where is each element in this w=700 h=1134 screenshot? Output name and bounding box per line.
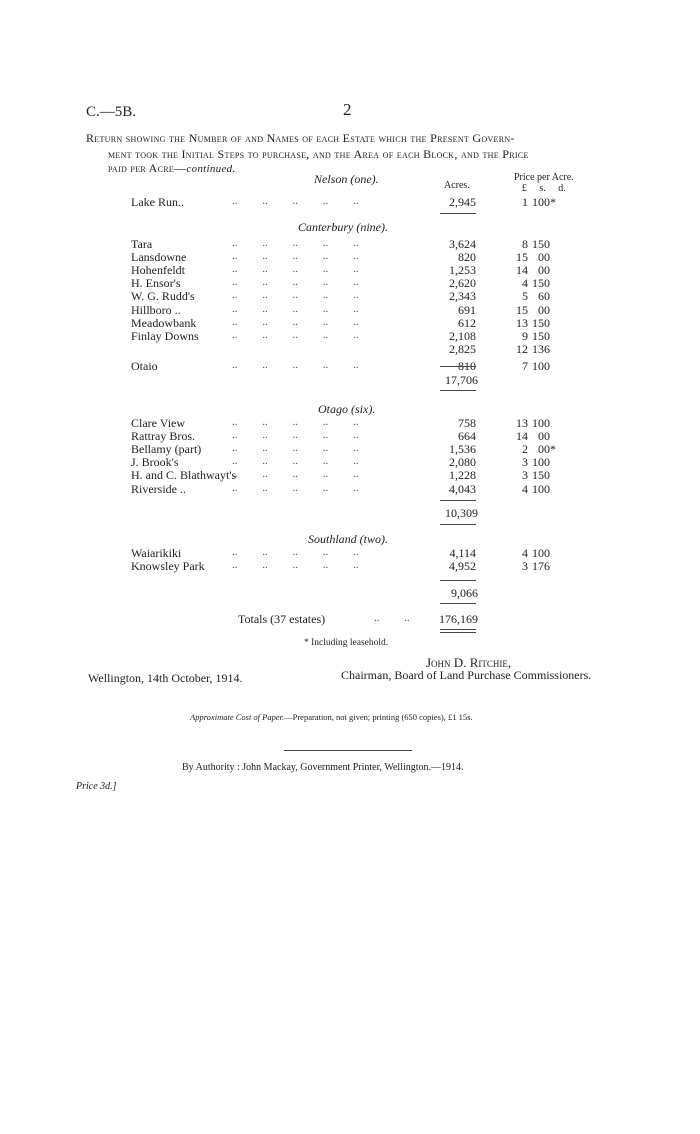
estate-acres: 691 [458,302,476,317]
subtotal-southland: 9,066 [451,586,478,600]
leader-dots: .. .. .. .. .. [232,442,359,455]
rule [440,629,476,630]
caption-line-3-prefix: paid per Acre— [108,161,187,175]
estate-price [512,195,560,210]
rule [440,580,476,581]
section-title-southland: Southland (two). [308,532,388,546]
price-pence: 0 [544,546,550,560]
price-pence: 0 [544,263,550,278]
estate-name: Bellamy (part) [131,442,202,457]
price-shillings: 17 [532,559,544,574]
price-pounds: 3 [522,468,528,483]
section-title-canterbury: Canterbury (nine). [298,220,388,234]
leader-dots: .. .. .. .. .. [232,263,359,276]
estate-acres: 4,952 [449,559,476,574]
rule [440,390,476,391]
estate-price [512,482,560,497]
price-pence: 0 [544,289,550,304]
price-pounds: 13 [516,416,528,430]
price-shillings: 15 [532,276,544,291]
price-column-header [514,172,574,194]
leader-dots: .. .. .. .. .. [232,546,359,558]
leader-dots: .. .. .. .. .. [232,429,359,442]
estate-acres: 2,343 [449,289,476,304]
estate-name: W. G. Rudd's [131,289,195,304]
leader-dots: .. .. .. .. .. [232,416,359,428]
estate-acres: 2,825 [449,341,476,356]
table-caption [86,131,626,177]
price-shillings: 10 [532,416,544,430]
estate-name: H. and C. Blathwayt's [131,468,237,483]
document-id: C.—5B. [86,104,137,120]
totals-value: 176,169 [439,612,478,626]
estate-acres: 758 [458,416,476,430]
printer-authority: By Authority : John Mackay, Government Printer, Wellington.—1914. [182,762,464,773]
price-pence: 0 [544,358,550,373]
estate-name: Hillboro .. [131,302,181,317]
price-pence: 0 [544,468,550,483]
totals-label: Totals (37 estates) [238,612,326,626]
estate-acres: 4,043 [449,481,476,496]
price-pounds: 1 [522,195,528,209]
price-per-acre-label: Price per Acre. [514,172,574,183]
rule [440,524,476,525]
subtotal-otago: 10,309 [445,506,478,520]
estate-name: Meadowbank [131,315,197,330]
price-shillings: 10 [532,481,544,496]
price-pounds: 4 [522,546,528,560]
price-pence: 0 [544,302,550,317]
estate-acres: 2,945 [449,195,476,209]
price-pounds: 13 [516,315,528,330]
cost-note-text: —Preparation, not given; printing (650 copies), £1 15s. [284,712,473,722]
estate-price [512,559,560,574]
leader-dots: .. .. .. .. .. [232,315,359,328]
estate-acres: 612 [458,315,476,330]
leader-dots: .. .. .. .. .. [232,559,359,572]
estate-name: Clare View [131,416,186,430]
section-title-otago: Otago (six). [318,402,376,416]
price-pence: 6 [544,341,550,356]
estate-name: Finlay Downs [131,328,199,343]
leader-dots: .. .. .. .. .. [232,237,359,249]
caption-continued: continued. [186,163,236,175]
estate-price [512,342,560,357]
signatory-name: John D. Ritchie, [426,655,512,670]
estate-name: Lake Run.. [131,195,184,209]
price-pounds: 3 [522,559,528,574]
estate-name: Rattray Bros. [131,429,195,444]
price-shillings: 10 [532,195,544,209]
price-pence: 0 [544,237,550,251]
price-shillings: 10 [532,455,544,470]
leader-dots: .. .. .. .. .. [232,358,359,371]
leader-dots: .. .. .. .. .. [232,455,359,468]
leader-dots: .. .. .. .. .. [232,302,359,315]
rule [440,500,476,501]
place-date: Wellington, 14th October, 1914. [88,671,243,685]
leader-dots: .. .. .. .. .. [232,195,359,207]
price-pounds: 2 [522,442,528,457]
price-shillings: 0 [538,263,544,278]
price-pounds: 4 [522,481,528,496]
price-pounds: 14 [516,263,528,278]
price-pounds: 4 [522,276,528,291]
price-pounds: 7 [522,358,528,373]
estate-acres: 1,253 [449,263,476,278]
price-pence: 0* [544,442,556,457]
price-pence: 0 [544,315,550,330]
leader-dots: .. .. .. .. .. [232,289,359,302]
caption-line-1: Return showing the Number of and Names of each Estate which the Present Govern- [86,131,515,145]
cost-note-label: Approximate Cost of Paper. [190,712,285,722]
price-pounds: 15 [516,302,528,317]
price-pounds: 3 [522,455,528,470]
price-pounds: 14 [516,429,528,444]
estate-acres: 3,624 [449,237,476,251]
price-pounds: 9 [522,328,528,343]
pence-unit: d. [558,183,566,194]
price-pounds: 8 [522,237,528,251]
leader-dots: .. .. .. .. .. [232,276,359,289]
estate-name: Waiarikiki [131,546,182,560]
estate-name: Hohenfeldt [131,263,185,278]
rule [284,750,412,751]
price-pence: 0* [544,195,556,209]
rule [440,366,476,367]
price-shillings: 0 [538,442,544,457]
signatory-title: Chairman, Board of Land Purchase Commissioners. [341,668,592,682]
price-shillings: 0 [538,302,544,317]
price-shillings: 13 [532,341,544,356]
cost-note [190,712,473,722]
price-shillings: 15 [532,315,544,330]
price-pounds: 5 [522,289,528,304]
estate-acres: 1,228 [449,468,476,483]
leader-dots: .. .. .. .. .. [232,250,359,263]
price-pence: 0 [544,429,550,444]
estate-acres: 2,080 [449,455,476,470]
rule [440,213,476,214]
price-pence: 0 [544,250,550,265]
estate-name: H. Ensor's [131,276,181,291]
estate-name: Riverside .. [131,481,186,496]
leader-dots: .. .. .. .. .. [232,328,359,341]
price-shillings: 10 [532,546,544,560]
acres-column-header: Acres. [444,180,470,191]
leader-dots: .. .. .. .. .. [232,468,359,481]
rule [440,632,476,633]
price-pence: 0 [544,276,550,291]
price-shillings: 6 [538,289,544,304]
rule [440,603,476,604]
price-shillings: 15 [532,468,544,483]
estate-name: Otaio [131,358,158,373]
estate-name: J. Brook's [131,455,179,470]
estate-acres: 1,536 [449,442,476,457]
shillings-unit: s. [539,183,546,194]
price-pounds: 15 [516,250,528,265]
estate-acres: 2,620 [449,276,476,291]
subtotal-canterbury: 17,706 [445,373,478,387]
caption-line-2: ment took the Initial Steps to purchase, and the Area of each Block, and the Price [108,147,529,161]
estate-acres: 664 [458,429,476,444]
estate-acres: 810 [458,358,476,373]
estate-name: Lansdowne [131,250,187,265]
estate-price [512,359,560,374]
price-tag: Price 3d.] [76,781,117,792]
estate-name: Tara [131,237,153,251]
estate-acres: 2,108 [449,328,476,343]
estate-acres: 4,114 [449,546,476,560]
price-units [514,183,574,194]
leader-dots: .. .. [374,612,410,624]
price-pence: 0 [544,455,550,470]
page-number: 2 [343,100,352,119]
price-pence: 0 [544,416,550,430]
price-shillings: 15 [532,328,544,343]
price-shillings: 0 [538,429,544,444]
price-shillings: 15 [532,237,544,251]
leader-dots: .. .. .. .. .. [232,481,359,494]
estate-acres: 820 [458,250,476,265]
estate-name: Knowsley Park [131,559,205,574]
price-shillings: 10 [532,358,544,373]
section-title-nelson: Nelson (one). [314,172,379,186]
price-pence: 0 [544,328,550,343]
footnote: * Including leasehold. [304,638,389,648]
price-pence: 0 [544,481,550,496]
price-shillings: 0 [538,250,544,265]
price-pounds: 12 [516,341,528,356]
price-pence: 6 [544,559,550,574]
pounds-unit: £ [521,183,527,194]
